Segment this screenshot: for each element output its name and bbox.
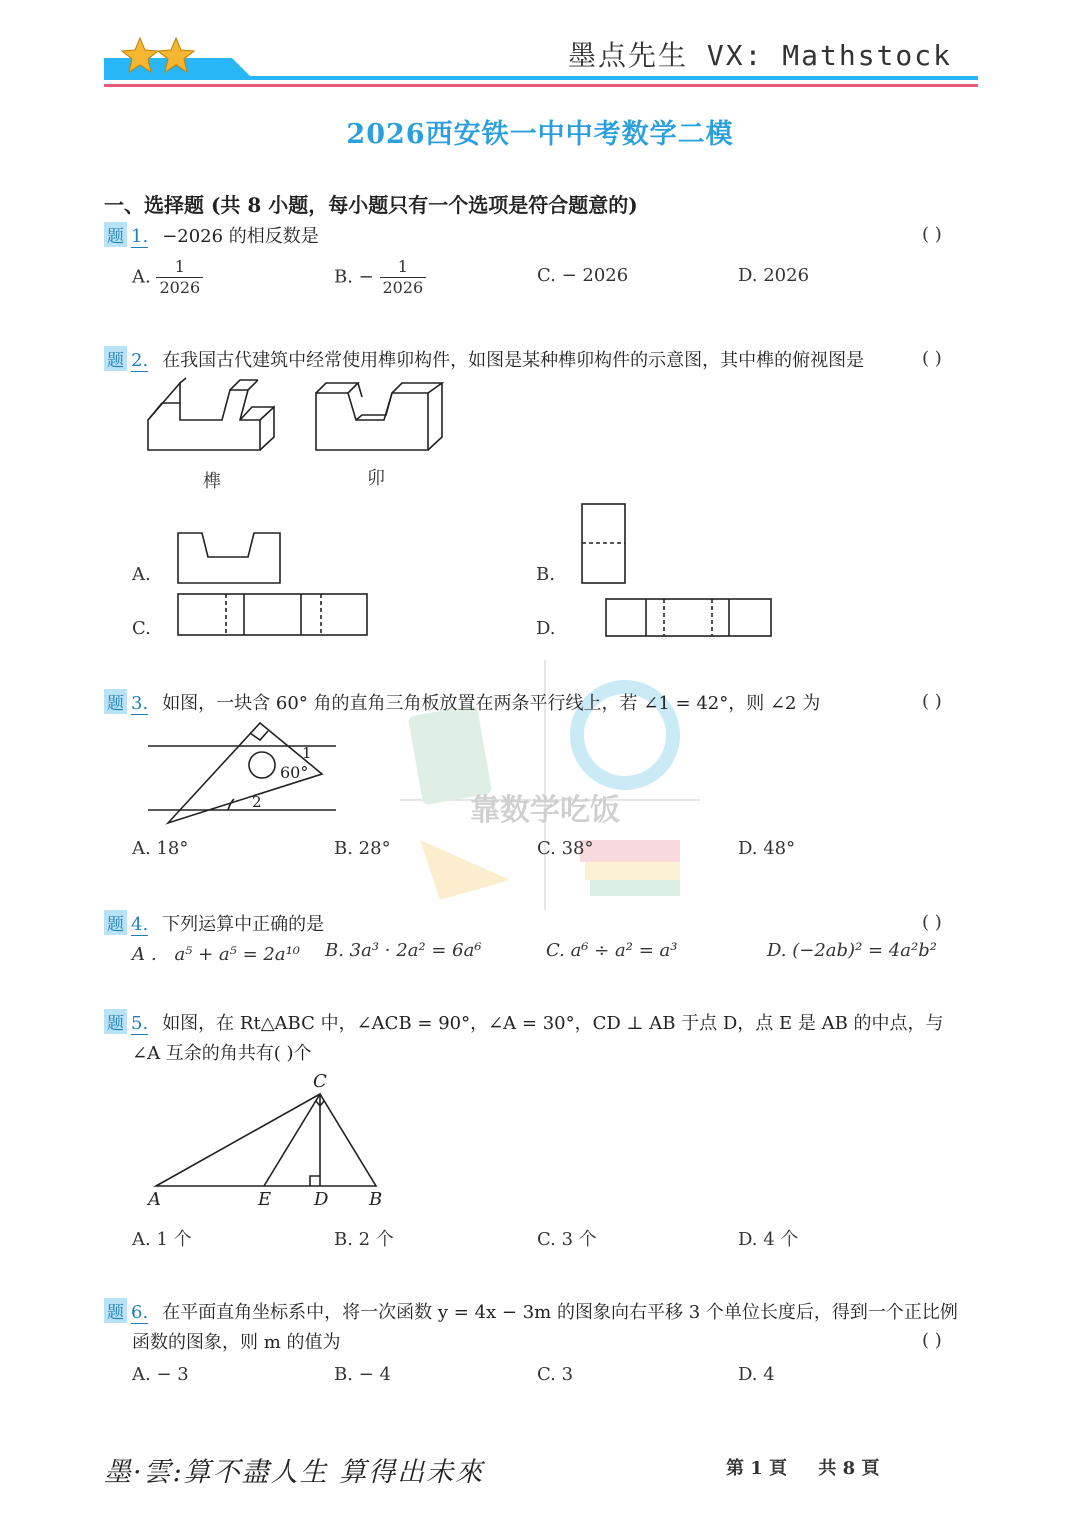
question-number: 4. xyxy=(131,914,149,935)
point-b-label: B xyxy=(369,1189,383,1210)
question-number: 5. xyxy=(131,1013,149,1034)
option-a[interactable]: A ． a⁵ + a⁵ = 2a¹⁰ xyxy=(132,944,301,965)
option-a[interactable]: A. − 3 xyxy=(132,1364,189,1385)
question-3 xyxy=(104,689,820,715)
option-d[interactable]: D. (−2ab)² = 4a²b² xyxy=(767,940,937,961)
watermark-text: 靠数学吃饭 xyxy=(470,793,620,828)
label-tenon: 榫 xyxy=(203,471,221,492)
option-d[interactable]: D. 48° xyxy=(738,838,796,859)
question-1 xyxy=(104,222,319,248)
page-title: 2026西安铁一中中考数学二模 xyxy=(346,119,734,150)
footer-motto: 墨·雲:算不盡人生 算得出未來 xyxy=(104,1457,485,1488)
question-5-line2: ∠A 互余的角共有( )个 xyxy=(132,1043,312,1064)
option-b-figure[interactable] xyxy=(580,502,630,586)
question-6 xyxy=(104,1298,958,1324)
angle-60-label: 60° xyxy=(280,763,309,782)
option-a[interactable]: A. xyxy=(132,564,151,585)
answer-paren: ( ) xyxy=(922,912,942,933)
point-a-label: A xyxy=(148,1189,161,1210)
angle-1-label: 1 xyxy=(302,744,312,762)
question-badge: 题 xyxy=(104,689,127,714)
option-a[interactable]: A. $\frac{1}{2026}$ xyxy=(132,257,203,298)
point-d-label: D xyxy=(314,1189,329,1210)
question-text: 在我国古代建筑中经常使用榫卯构件，如图是某种榫卯构件的示意图，其中榫的俯视图是 xyxy=(162,350,865,371)
option-b[interactable]: B. 2 个 xyxy=(334,1229,394,1250)
question-number: 2. xyxy=(131,350,149,371)
option-c[interactable]: C. xyxy=(132,618,151,639)
option-b[interactable]: B. xyxy=(536,564,555,585)
triangle-parallel-figure xyxy=(140,715,350,827)
question-4 xyxy=(104,910,324,936)
question-text: 如图，一块含 60° 角的直角三角板放置在两条平行线上，若 ∠1 = 42°，则 ∠2 为 xyxy=(162,693,821,714)
question-number: 6. xyxy=(131,1302,149,1323)
option-a[interactable]: A. 1 个 xyxy=(132,1229,192,1250)
option-b[interactable]: B. − 4 xyxy=(334,1364,391,1385)
header-brand: 墨点先生 VX: Mathstock xyxy=(567,39,952,72)
option-d[interactable]: D. xyxy=(536,618,556,639)
option-d-figure[interactable] xyxy=(604,597,774,639)
page-number: 第 1 頁 共 8 頁 xyxy=(726,1458,880,1479)
option-a-figure[interactable] xyxy=(176,531,284,586)
option-d[interactable]: D. 2026 xyxy=(738,265,810,286)
option-c[interactable]: C. 38° xyxy=(537,838,594,859)
option-c[interactable]: C. 3 xyxy=(537,1364,574,1385)
question-number: 3. xyxy=(131,693,149,714)
question-5 xyxy=(104,1009,944,1035)
question-2 xyxy=(104,346,864,372)
option-d[interactable]: D. 4 xyxy=(738,1364,775,1385)
answer-paren: ( ) xyxy=(922,224,942,245)
question-badge: 题 xyxy=(104,346,127,371)
answer-paren: ( ) xyxy=(922,348,942,369)
question-number: 1. xyxy=(131,226,149,247)
question-badge: 题 xyxy=(104,1298,127,1323)
option-d[interactable]: D. 4 个 xyxy=(738,1229,799,1250)
right-triangle-figure xyxy=(140,1068,400,1213)
label-mortise: 卯 xyxy=(367,468,385,489)
answer-paren: ( ) xyxy=(922,1330,942,1351)
point-e-label: E xyxy=(258,1189,272,1210)
option-c[interactable]: C. a⁶ ÷ a² = a³ xyxy=(546,940,678,961)
option-c-figure[interactable] xyxy=(176,592,370,638)
question-badge: 题 xyxy=(104,910,127,935)
option-b[interactable]: B. − $\frac{1}{2026}$ xyxy=(334,257,426,298)
question-text: 下列运算中正确的是 xyxy=(162,914,325,935)
option-c[interactable]: C. 3 个 xyxy=(537,1229,597,1250)
tenon-mortise-figure xyxy=(140,375,460,460)
option-a[interactable]: A. 18° xyxy=(132,838,189,859)
option-b[interactable]: B. 3a³ · 2a² = 6a⁶ xyxy=(325,940,482,961)
angle-2-label: 2 xyxy=(252,793,262,811)
question-badge: 题 xyxy=(104,222,127,247)
question-text: 如图，在 Rt△ABC 中，∠ACB = 90°，∠A = 30°，CD ⊥ AB 于点 D，点 E 是 AB 的中点，与 xyxy=(162,1013,944,1034)
section-heading: 一、选择题 (共 8 小题，每小题只有一个选项是符合题意的) xyxy=(104,193,638,217)
point-c-label: C xyxy=(313,1071,327,1092)
question-text: 在平面直角坐标系中，将一次函数 y = 4x − 3m 的图象向右平移 3 个单位长度后，得到一个正比例 xyxy=(162,1302,958,1323)
question-6-line2: 函数的图象，则 m 的值为 xyxy=(132,1332,341,1353)
option-c[interactable]: C. − 2026 xyxy=(537,265,629,286)
option-b[interactable]: B. 28° xyxy=(334,838,391,859)
question-text: −2026 的相反数是 xyxy=(162,226,319,247)
watermark-graphic xyxy=(380,640,710,930)
question-badge: 题 xyxy=(104,1009,127,1034)
answer-paren: ( ) xyxy=(922,691,942,712)
